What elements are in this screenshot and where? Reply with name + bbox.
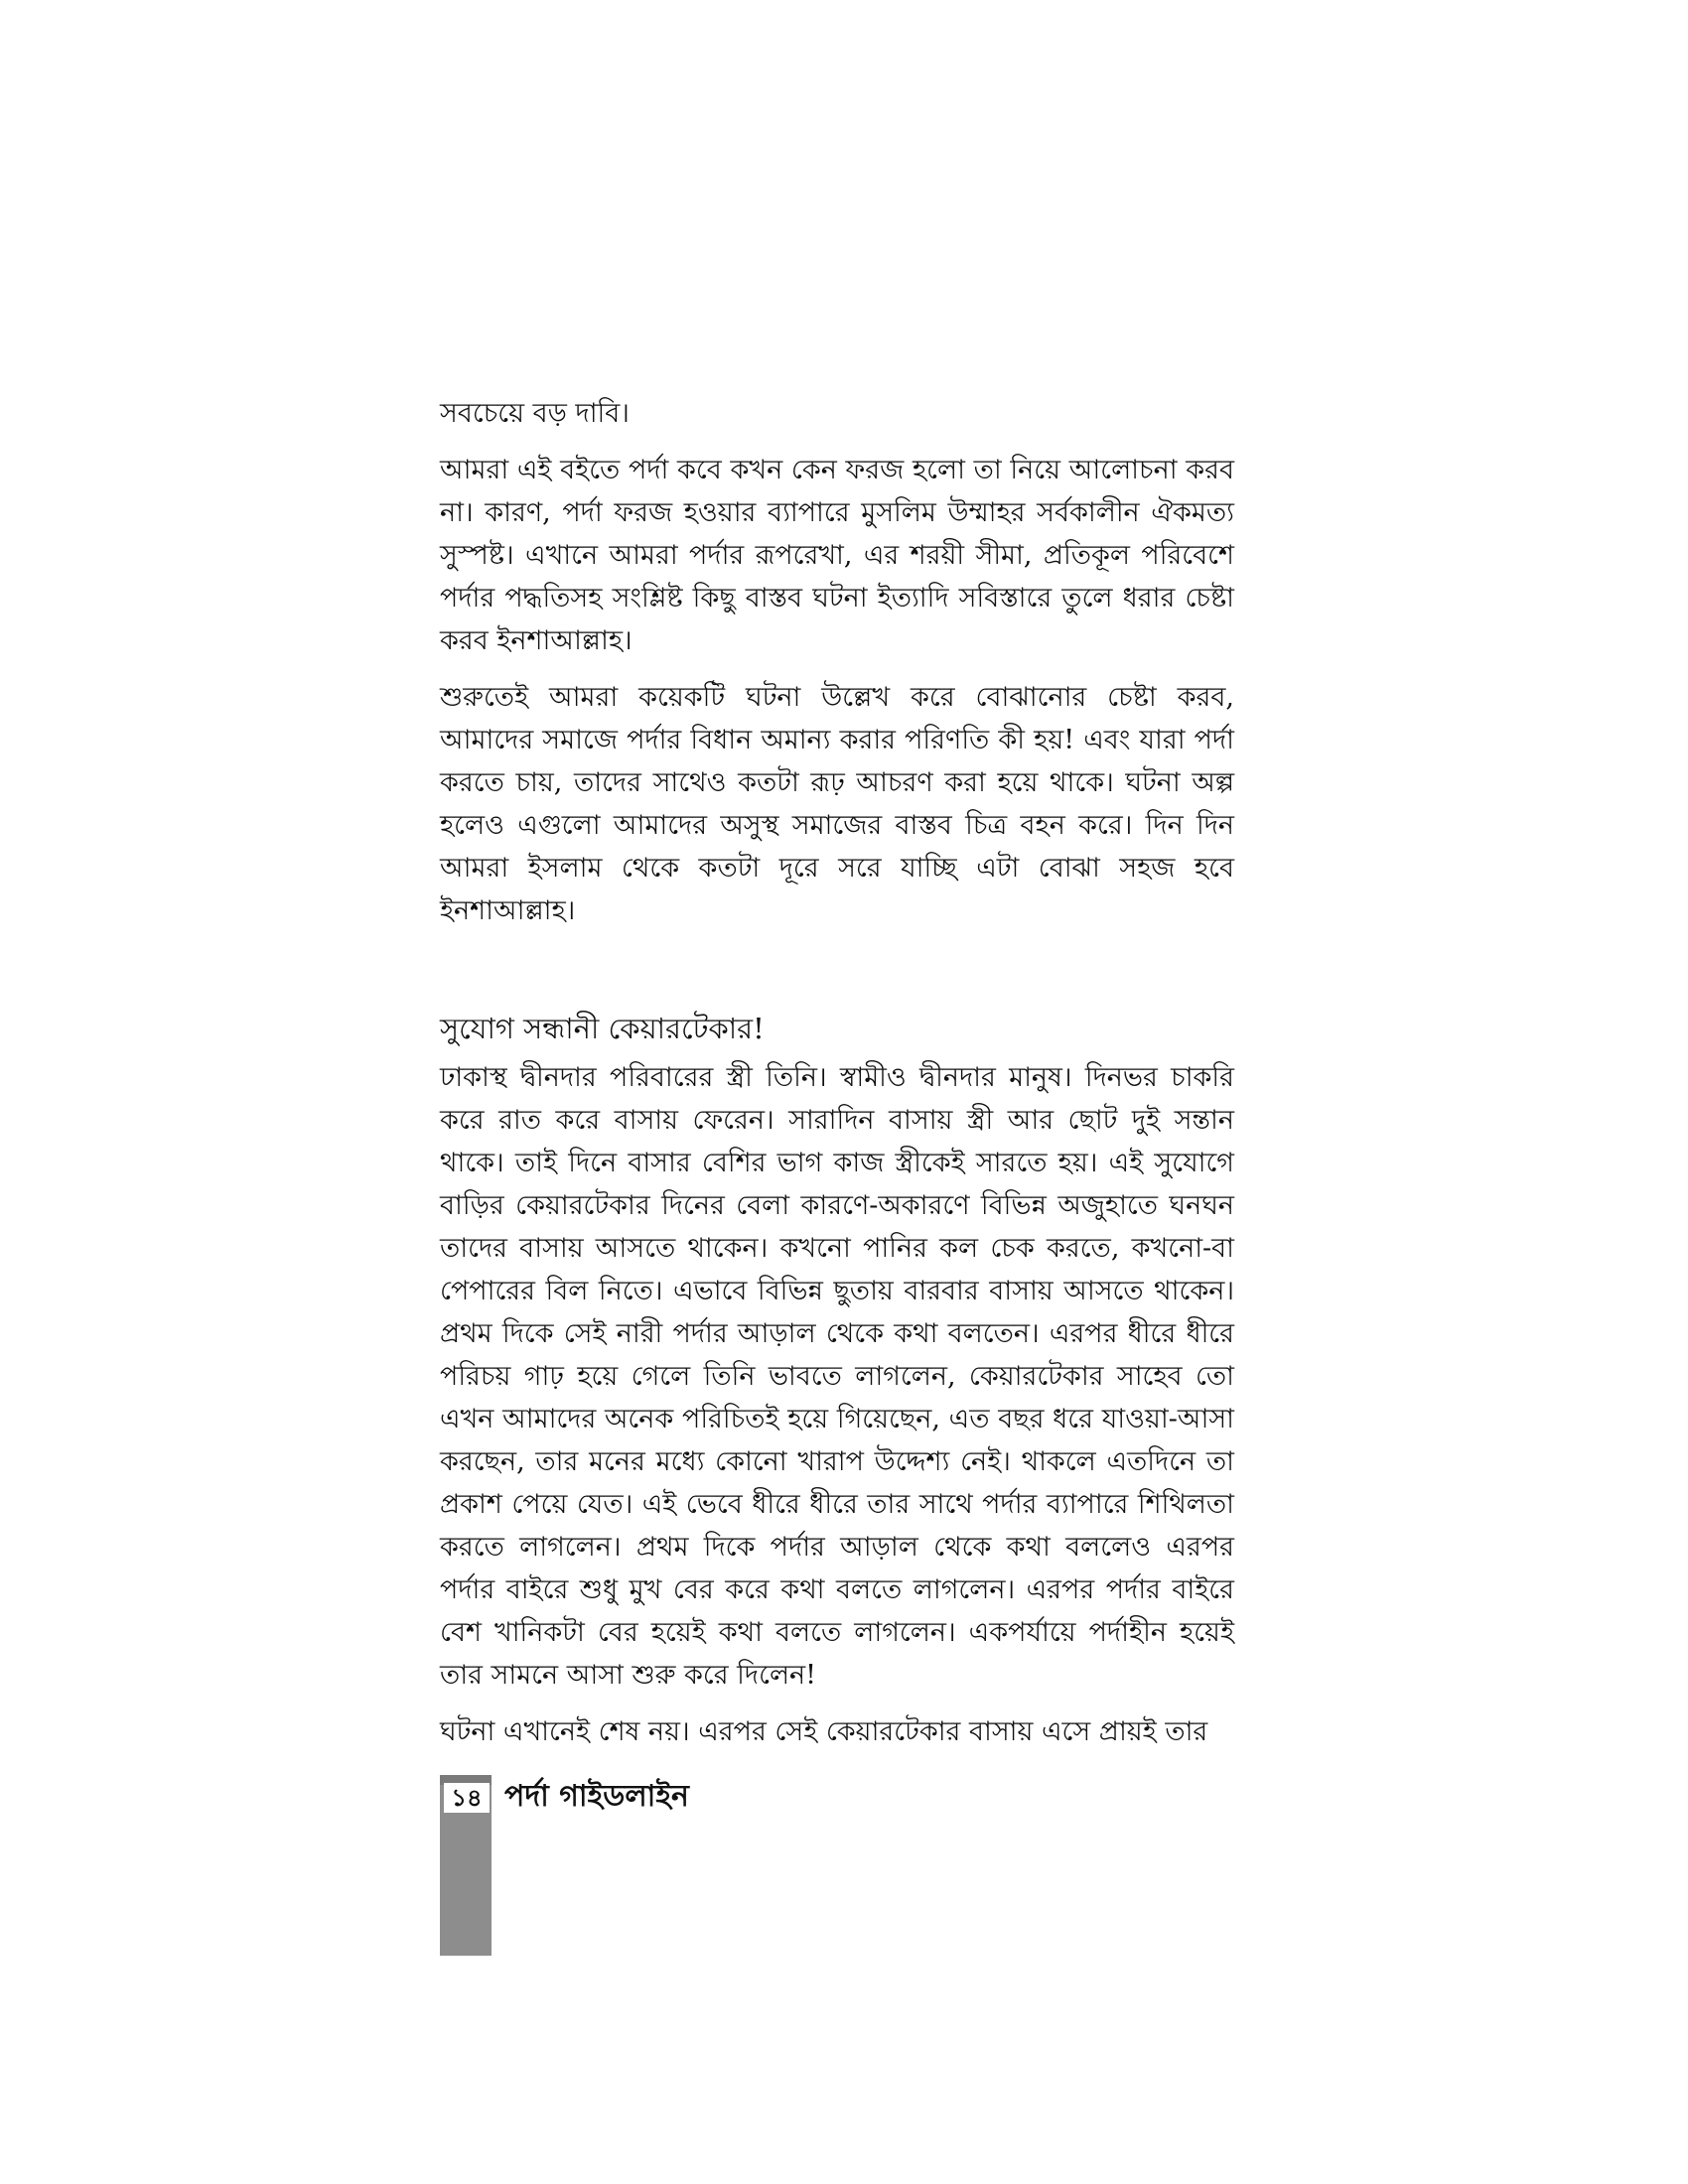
paragraph-1: সবচেয়ে বড় দাবি। xyxy=(440,398,630,429)
page-number: ১৪ xyxy=(444,1783,490,1813)
running-title: পর্দা গাইডলাইন xyxy=(504,1779,689,1814)
body-text-column xyxy=(440,392,1234,1767)
paragraph-5: ঘটনা এখানেই শেষ নয়। এরপর সেই কেয়ারটেকার বাসায় এসে প্রায়ই তার xyxy=(440,1716,1208,1747)
paragraph-3: শুরুতেই আমরা কয়েকটি ঘটনা উল্লেখ করে বোঝানোর চেষ্টা করব, আমাদের সমাজে পর্দার বিধান অমান্য করার পরিণতি কী হয়! এবং যারা পর্দা করতে চায়, তাদের সাথেও কতটা রূঢ় আচরণ করা হয়ে থাকে। ঘটনা অল্প হলেও এগুলো আমাদের অসুস্থ সমাজের বাস্তব চিত্র বহন করে। দিন দিন আমরা ইসলাম থেকে কতটা দূরে সরে যাচ্ছি এটা বোঝা সহজ হবে ইনশাআল্লাহ। xyxy=(440,682,1234,926)
paragraph-2: আমরা এই বইতে পর্দা কবে কখন কেন ফরজ হলো তা নিয়ে আলোচনা করব না। কারণ, পর্দা ফরজ হওয়ার ব্যাপারে মুসলিম উম্মাহর সর্বকালীন ঐকমত্য সুস্পষ্ট। এখানে আমরা পর্দার রূপরেখা, এর শরয়ী সীমা, প্রতিকূল পরিবেশে পর্দার পদ্ধতিসহ সংশ্লিষ্ট কিছু বাস্তব ঘটনা ইত্যাদি সবিস্তারে তুলে ধরার চেষ্টা করব ইনশাআল্লাহ। xyxy=(440,455,1234,656)
paragraph-4: ঢাকাস্থ দ্বীনদার পরিবারের স্ত্রী তিনি। স্বামীও দ্বীনদার মানুষ। দিনভর চাকরি করে রাত করে বাসায় ফেরেন। সারাদিন বাসায় স্ত্রী আর ছোট দুই সন্তান থাকে। তাই দিনে বাসার বেশির ভাগ কাজ স্ত্রীকেই সারতে হয়। এই সুযোগে বাড়ির কেয়ারটেকার দিনের বেলা কারণে-অকারণে বিভিন্ন অজুহাতে ঘনঘন তাদের বাসায় আসতে থাকেন। কখনো পানির কল চেক করতে, কখনো-বা পেপারের বিল নিতে। এভাবে বিভিন্ন ছুতায় বারবার বাসায় আসতে থাকেন। প্রথম দিকে সেই নারী পর্দার আড়াল থেকে কথা বলতেন। এরপর ধীরে ধীরে পরিচয় গাঢ় হয়ে গেলে তিনি ভাবতে লাগলেন, কেয়ারটেকার সাহেব তো এখন আমাদের অনেক পরিচিতই হয়ে গিয়েছেন, এত বছর ধরে যাওয়া-আসা করছেন, তার মনের মধ্যে কোনো খারাপ উদ্দেশ্য নেই। থাকলে এতদিনে তা প্রকাশ পেয়ে যেত। এই ভেবে ধীরে ধীরে তার সাথে পর্দার ব্যাপারে শিথিলতা করতে লাগলেন। প্রথম দিকে পর্দার আড়াল থেকে কথা বললেও এরপর পর্দার বাইরে শুধু মুখ বের করে কথা বলতে লাগলেন। এরপর পর্দার বাইরে বেশ খানিকটা বের হয়েই কথা বলতে লাগলেন। একপর্যায়ে পর্দাহীন হয়েই তার সামনে আসা শুরু করে দিলেন! xyxy=(440,1062,1234,1691)
section-heading: সুযোগ সন্ধানী কেয়ারটেকার! xyxy=(440,1012,765,1045)
